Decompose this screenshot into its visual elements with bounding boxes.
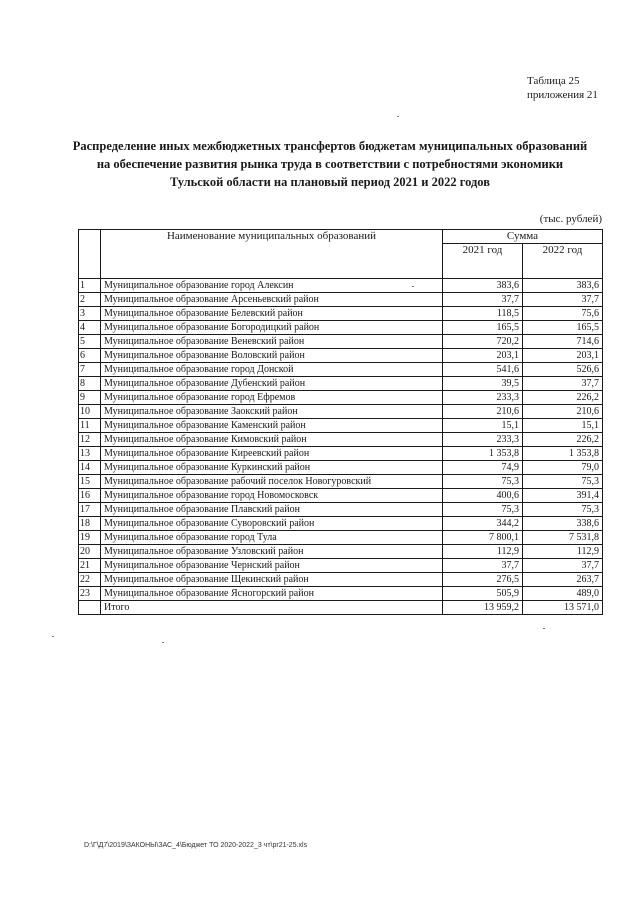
- row-value-2021: 75,3: [443, 475, 523, 489]
- row-value-2021: 541,6: [443, 363, 523, 377]
- row-number: 12: [79, 433, 101, 447]
- table-reference: [527, 74, 607, 102]
- row-value-2022: 79,0: [523, 461, 603, 475]
- row-number: 18: [79, 517, 101, 531]
- table-row: [79, 293, 603, 307]
- row-value-2022: 226,2: [523, 433, 603, 447]
- table-row: [79, 321, 603, 335]
- total-number-cell: [79, 601, 101, 615]
- row-number: 19: [79, 531, 101, 545]
- table-body: [79, 279, 603, 601]
- scan-speck: [543, 628, 545, 629]
- table-row: [79, 587, 603, 601]
- row-number: 11: [79, 419, 101, 433]
- row-name: Муниципальное образование Кимовский район: [101, 433, 443, 447]
- total-row: [79, 601, 603, 615]
- row-value-2022: 37,7: [523, 293, 603, 307]
- row-value-2021: 15,1: [443, 419, 523, 433]
- row-name: Муниципальное образование Каменский район: [101, 419, 443, 433]
- distribution-table: [78, 229, 603, 615]
- header-2022-cell: 2022 год: [523, 244, 603, 279]
- table-row: [79, 559, 603, 573]
- row-value-2022: 112,9: [523, 545, 603, 559]
- row-value-2021: 1 353,8: [443, 447, 523, 461]
- row-number: 3: [79, 307, 101, 321]
- header-name-cell: Наименование муниципальных образований: [101, 230, 443, 279]
- row-number: 13: [79, 447, 101, 461]
- table-row: [79, 517, 603, 531]
- row-number: 15: [79, 475, 101, 489]
- header-2021-cell: 2021 год: [443, 244, 523, 279]
- row-value-2021: 165,5: [443, 321, 523, 335]
- total-2021: 13 959,2: [443, 601, 523, 615]
- row-value-2021: 37,7: [443, 559, 523, 573]
- scan-speck: [412, 286, 414, 287]
- row-number: 16: [79, 489, 101, 503]
- row-name: Муниципальное образование город Алексин: [101, 279, 443, 293]
- row-value-2021: 74,9: [443, 461, 523, 475]
- row-value-2022: 165,5: [523, 321, 603, 335]
- row-name: Муниципальное образование город Донской: [101, 363, 443, 377]
- row-value-2022: 203,1: [523, 349, 603, 363]
- row-value-2022: 37,7: [523, 559, 603, 573]
- table-row: [79, 349, 603, 363]
- appendix-label: приложения 21: [527, 89, 598, 101]
- row-name: Муниципальное образование Суворовский район: [101, 517, 443, 531]
- row-value-2021: 203,1: [443, 349, 523, 363]
- row-value-2021: 233,3: [443, 391, 523, 405]
- row-value-2022: 210,6: [523, 405, 603, 419]
- row-value-2021: 276,5: [443, 573, 523, 587]
- table-row: [79, 433, 603, 447]
- title-line-1: Распределение иных межбюджетных трансфертов бюджетам муниципальных образований: [72, 139, 588, 153]
- row-value-2021: 720,2: [443, 335, 523, 349]
- row-value-2021: 75,3: [443, 503, 523, 517]
- row-value-2022: 75,3: [523, 503, 603, 517]
- header-sum-cell: Сумма: [443, 230, 603, 244]
- row-name: Муниципальное образование Белевский район: [101, 307, 443, 321]
- row-name: Муниципальное образование Заокский район: [101, 405, 443, 419]
- table-row: [79, 307, 603, 321]
- table-row: [79, 489, 603, 503]
- row-value-2021: 400,6: [443, 489, 523, 503]
- table-label: Таблица 25: [527, 75, 580, 87]
- row-value-2022: 263,7: [523, 573, 603, 587]
- row-number: 1: [79, 279, 101, 293]
- row-value-2021: 383,6: [443, 279, 523, 293]
- row-name: Муниципальное образование Дубенский район: [101, 377, 443, 391]
- row-value-2022: 37,7: [523, 377, 603, 391]
- row-name: Муниципальное образование Веневский район: [101, 335, 443, 349]
- row-number: 6: [79, 349, 101, 363]
- table-row: [79, 405, 603, 419]
- row-value-2021: 118,5: [443, 307, 523, 321]
- row-value-2021: 233,3: [443, 433, 523, 447]
- total-2022: 13 571,0: [523, 601, 603, 615]
- row-name: Муниципальное образование Арсеньевский район: [101, 293, 443, 307]
- row-name: Муниципальное образование Киреевский район: [101, 447, 443, 461]
- row-number: 23: [79, 587, 101, 601]
- row-value-2022: 489,0: [523, 587, 603, 601]
- table-row: [79, 573, 603, 587]
- row-value-2021: 344,2: [443, 517, 523, 531]
- table-row: [79, 531, 603, 545]
- row-number: 2: [79, 293, 101, 307]
- table-row: [79, 475, 603, 489]
- row-value-2022: 7 531,8: [523, 531, 603, 545]
- table-row: [79, 279, 603, 293]
- row-value-2022: 338,6: [523, 517, 603, 531]
- row-number: 7: [79, 363, 101, 377]
- row-name: Муниципальное образование рабочий поселок Новогуровский: [101, 475, 443, 489]
- row-number: 9: [79, 391, 101, 405]
- row-name: Муниципальное образование Куркинский район: [101, 461, 443, 475]
- row-name: Муниципальное образование город Новомосковск: [101, 489, 443, 503]
- table-row: [79, 503, 603, 517]
- row-value-2022: 383,6: [523, 279, 603, 293]
- row-number: 22: [79, 573, 101, 587]
- row-name: Муниципальное образование Чернский район: [101, 559, 443, 573]
- row-value-2022: 15,1: [523, 419, 603, 433]
- table-row: [79, 391, 603, 405]
- footer-file-path: D:\Г\Д7\2019\ЗАКОНЫ\ЗАС_4\Бюджет ТО 2020-2022_3 чт\pr21-25.xls: [84, 842, 308, 849]
- table-row: [79, 461, 603, 475]
- header-number-cell: [79, 230, 101, 279]
- row-value-2022: 75,3: [523, 475, 603, 489]
- row-value-2021: 39,5: [443, 377, 523, 391]
- row-value-2021: 505,9: [443, 587, 523, 601]
- scan-speck: [162, 642, 164, 643]
- row-name: Муниципальное образование Узловский район: [101, 545, 443, 559]
- row-name: Муниципальное образование Воловский район: [101, 349, 443, 363]
- row-value-2022: 1 353,8: [523, 447, 603, 461]
- row-value-2022: 75,6: [523, 307, 603, 321]
- total-label: Итого: [101, 601, 443, 615]
- table-row: [79, 545, 603, 559]
- row-name: Муниципальное образование Плавский район: [101, 503, 443, 517]
- row-value-2021: 112,9: [443, 545, 523, 559]
- row-number: 20: [79, 545, 101, 559]
- table-row: [79, 363, 603, 377]
- scan-speck: [397, 116, 399, 117]
- table-row: [79, 419, 603, 433]
- row-value-2021: 37,7: [443, 293, 523, 307]
- title-line-2: на обеспечение развития рынка труда в соответствии с потребностями экономики: [96, 157, 564, 171]
- row-number: 14: [79, 461, 101, 475]
- row-number: 5: [79, 335, 101, 349]
- row-number: 4: [79, 321, 101, 335]
- row-number: 17: [79, 503, 101, 517]
- table-row: [79, 447, 603, 461]
- header-row-top: [79, 230, 603, 244]
- row-name: Муниципальное образование Ясногорский район: [101, 587, 443, 601]
- document-title: [70, 137, 590, 191]
- units-label: (тыс. рублей): [539, 213, 602, 225]
- row-number: 21: [79, 559, 101, 573]
- scan-speck: [52, 636, 54, 637]
- row-value-2022: 526,6: [523, 363, 603, 377]
- table-row: [79, 335, 603, 349]
- row-value-2022: 391,4: [523, 489, 603, 503]
- table-row: [79, 377, 603, 391]
- row-number: 8: [79, 377, 101, 391]
- row-number: 10: [79, 405, 101, 419]
- title-line-3: Тульской области на плановый период 2021 и 2022 годов: [169, 175, 490, 189]
- row-name: Муниципальное образование город Ефремов: [101, 391, 443, 405]
- row-value-2021: 210,6: [443, 405, 523, 419]
- row-value-2021: 7 800,1: [443, 531, 523, 545]
- row-value-2022: 714,6: [523, 335, 603, 349]
- row-name: Муниципальное образование Щекинский район: [101, 573, 443, 587]
- row-name: Муниципальное образование город Тула: [101, 531, 443, 545]
- row-value-2022: 226,2: [523, 391, 603, 405]
- row-name: Муниципальное образование Богородицкий район: [101, 321, 443, 335]
